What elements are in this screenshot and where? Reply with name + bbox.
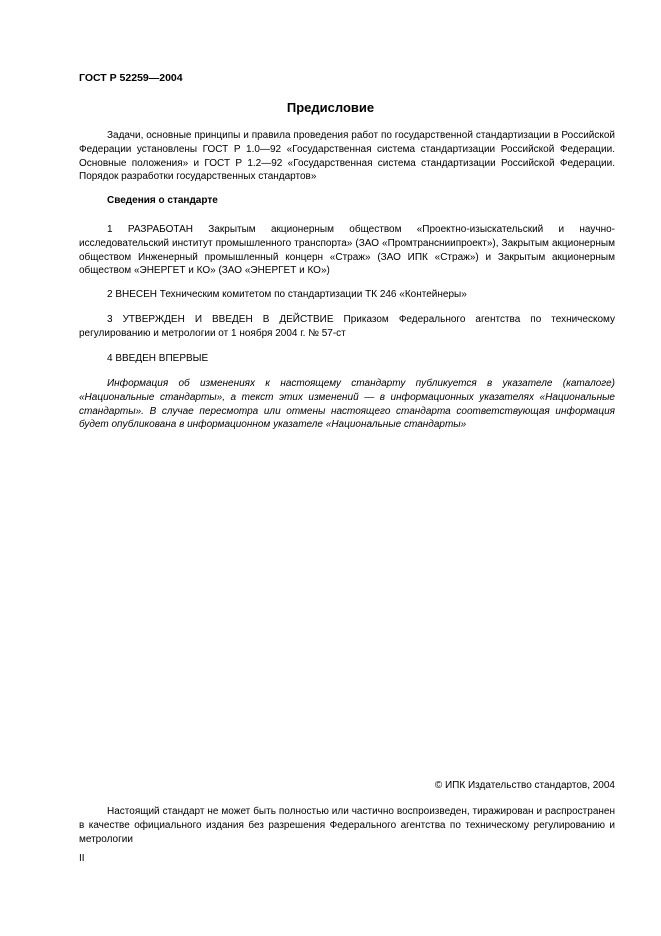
intro-paragraph: Задачи, основные принципы и правила проведения работ по государственной стандартизации в Российской Федерации установлены ГОСТ Р 1.0—92 «Государственная система стандартизации Российской Федерации. Основные положения» и ГОСТ Р 1.2—92 «Государственная система стандартизации Российской Федерации. Порядок разработки государственных стандартов» (79, 130, 615, 183)
item-introduced: 2 ВНЕСЕН Техническим комитетом по стандартизации ТК 246 «Контейнеры» (107, 289, 467, 300)
item-approved: 3 УТВЕРЖДЕН И ВВЕДЕН В ДЕЙСТВИЕ Приказом Федерального агентства по техническому регулированию и метрологии от 1 ноября 2004 г. № 57-ст (79, 314, 615, 339)
changes-info-paragraph: Информация об изменениях к настоящему стандарту публикуется в указателе (каталоге) «Национальные стандарты», а текст этих изменений — в информационных указателях «Национальные стандарты». В случае пересмотра или отмены настоящего стандарта соответствующая информация будет опубликована в информационном указателе «Национальные стандарты» (79, 378, 615, 431)
item-first-introduced: 4 ВВЕДЕН ВПЕРВЫЕ (107, 353, 209, 364)
reproduction-notice: Настоящий стандарт не может быть полностью или частично воспроизведен, тиражирован и распространен в качестве официального издания без разрешения Федерального агентства по техническому регулированию и метрологии (79, 806, 615, 845)
gost-code-header: ГОСТ Р 52259—2004 (79, 72, 183, 84)
copyright-line: © ИПК Издательство стандартов, 2004 (434, 780, 615, 791)
item-developed: 1 РАЗРАБОТАН Закрытым акционерным обществом «Проектно-изыскательский и научно-исследовательский институт промышленного транспорта» (ЗАО «Промтрансниипроект»), Закрытым акционерным обществом Инженерный промышленный концерн «Страж» (ЗАО ИПК «Страж») и Закрытым акционерным обществом «ЭНЕРГЕТ и КО» (ЗАО «ЭНЕРГЕТ и КО») (79, 224, 615, 277)
section-subheading: Сведения о стандарте (107, 195, 218, 206)
page-title: Предисловие (286, 100, 375, 115)
page-number: II (79, 853, 85, 864)
